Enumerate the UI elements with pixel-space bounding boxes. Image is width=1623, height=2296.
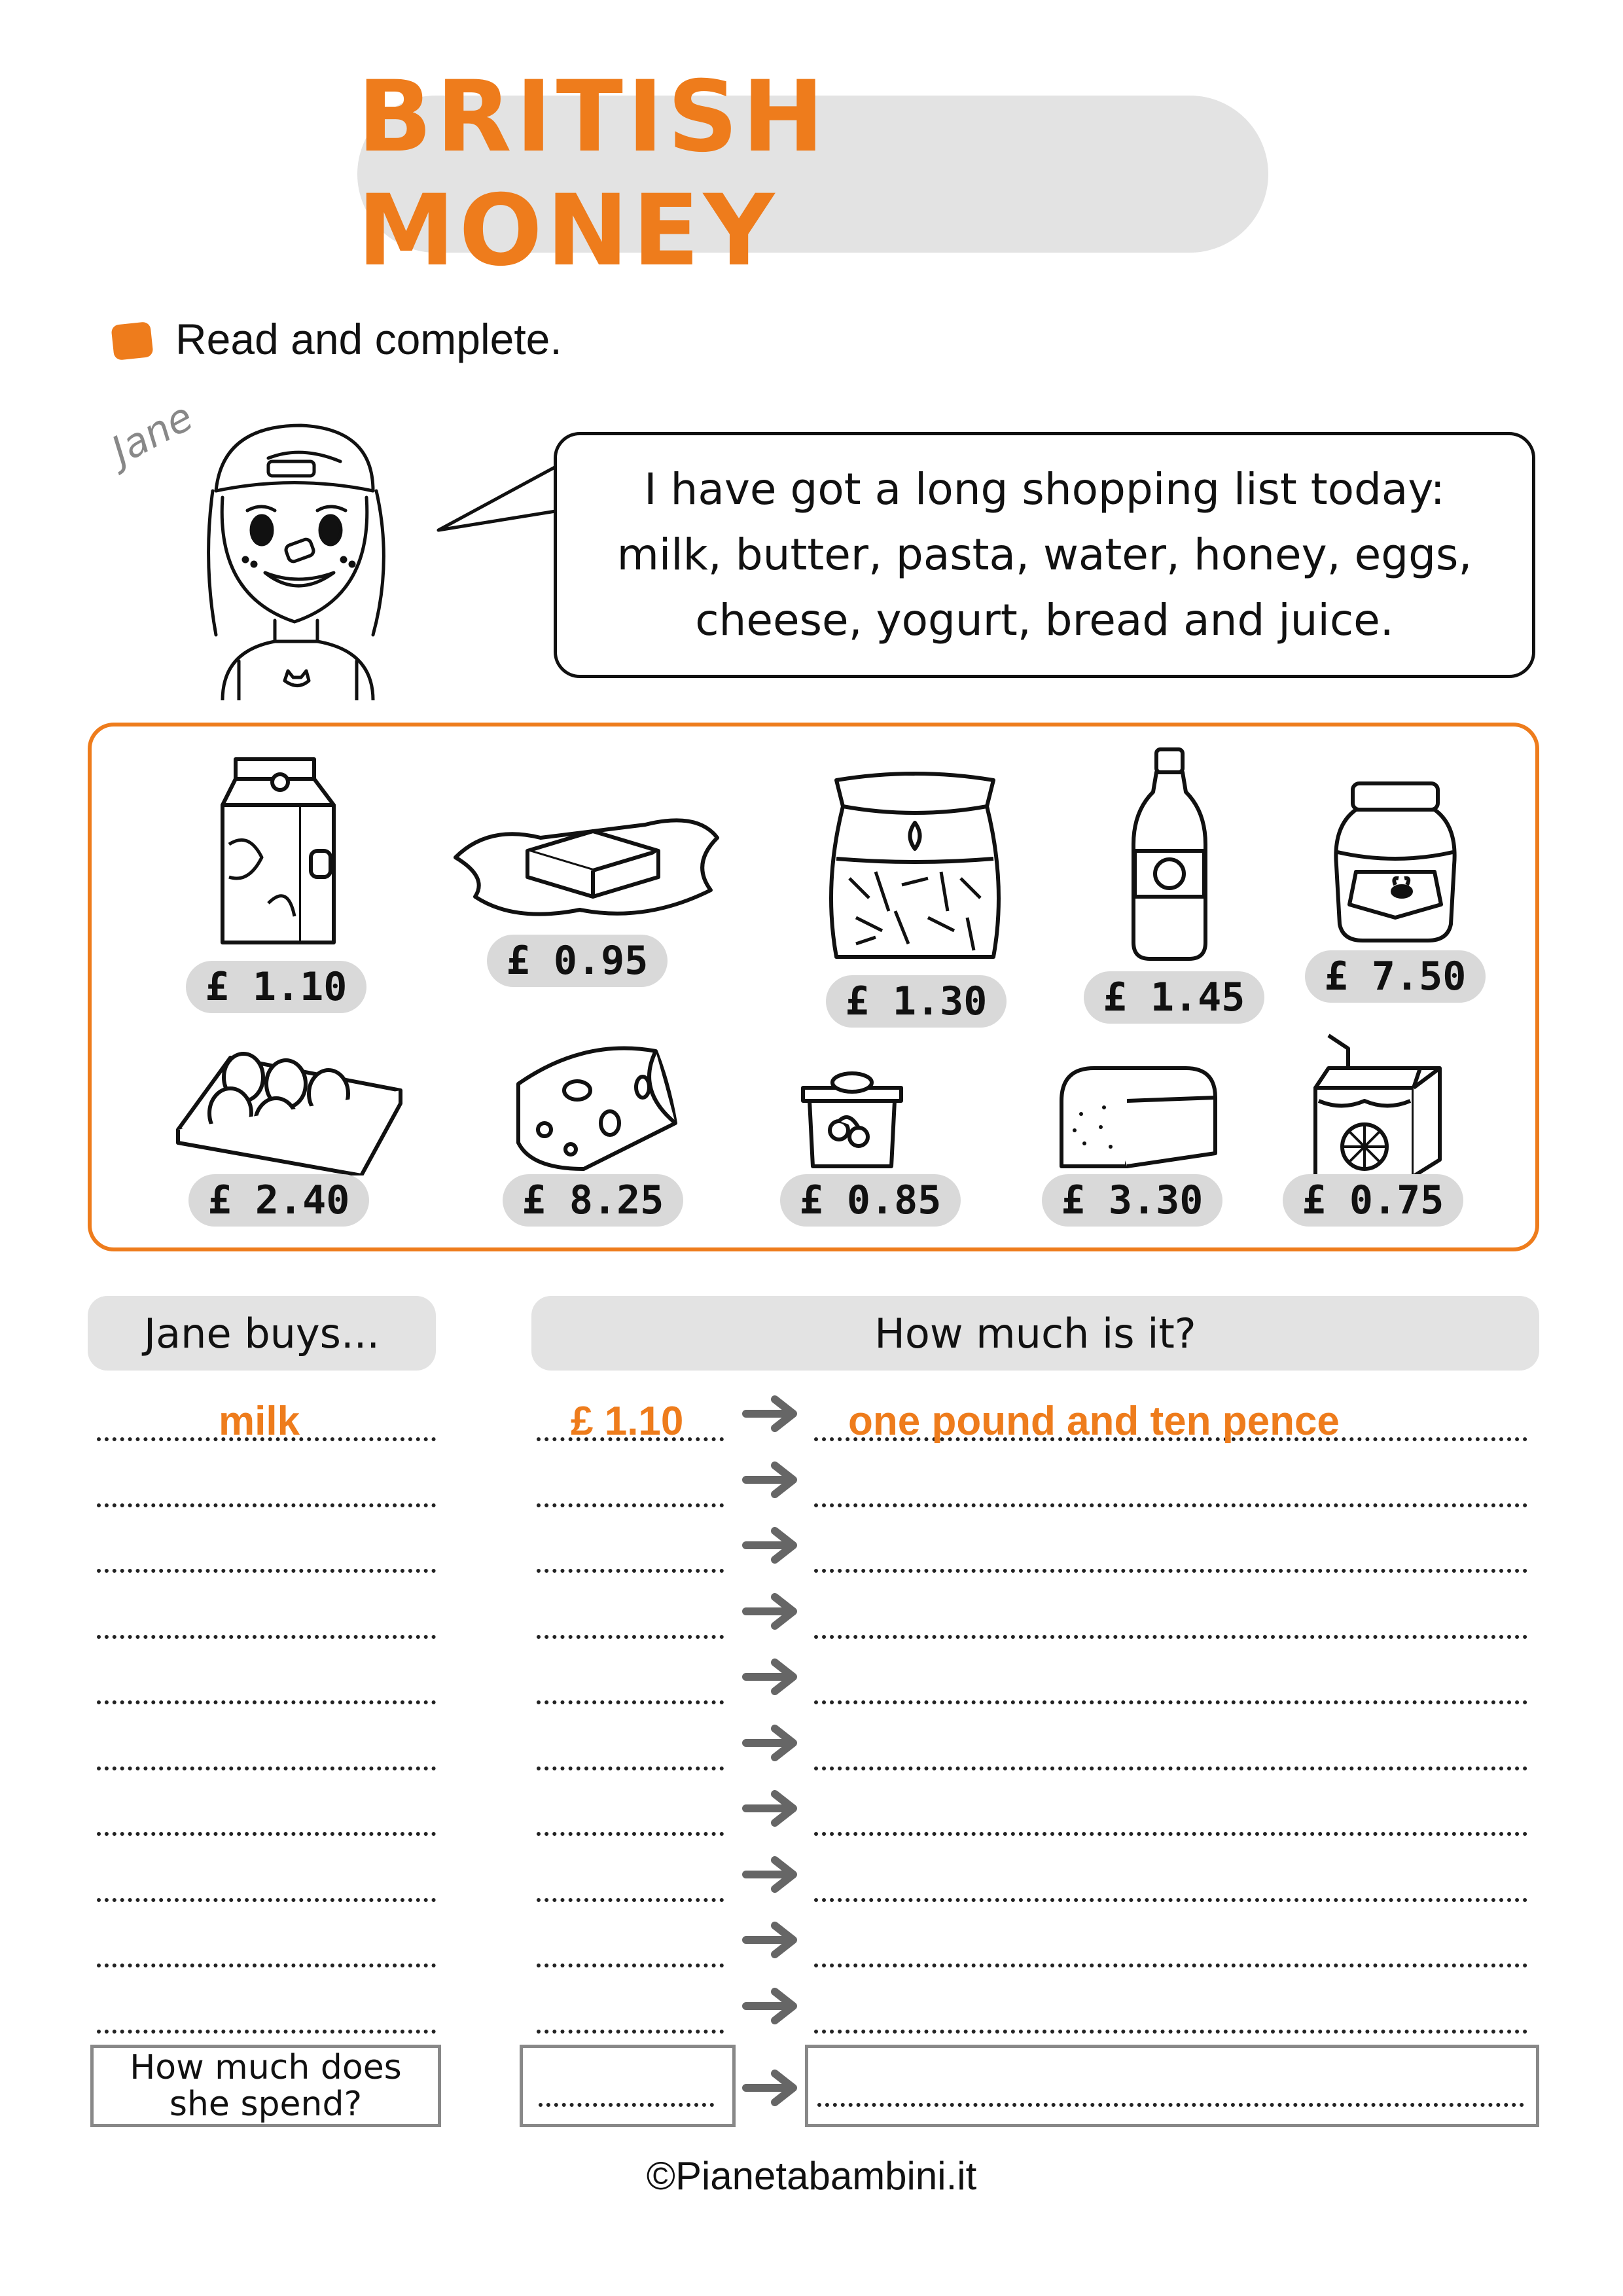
arrow-right-icon [742,1920,801,1960]
title-banner [357,60,1268,288]
speech-text: I have got a long shopping list today: milk, butter, pasta, water, honey, eggs, cheese, yogurt, bread and juice. [616,464,1472,645]
arrow-right-icon [742,1592,801,1631]
header-jane-buys: Jane buys... [88,1296,436,1371]
item-answer-line[interactable] [97,1635,436,1639]
price-tag: £ 1.10 [186,961,366,1013]
price-answer-line[interactable] [537,2030,724,2034]
yogurt-icon [800,1068,904,1173]
price-answer-line[interactable] [537,1898,724,1902]
arrow-right-icon [742,1789,801,1828]
words-answer-line[interactable] [814,1832,1527,1836]
bread-icon [1055,1055,1219,1173]
item-answer-line[interactable] [97,1832,436,1836]
instruction-text: Read and complete. [175,315,562,363]
example-words: one pound and ten pence [848,1399,1340,1444]
milk-carton-icon [209,753,347,949]
juice-box-icon [1302,1029,1453,1179]
price-tag: £ 1.45 [1084,971,1264,1024]
price-answer-line[interactable] [537,1569,724,1573]
item-answer-line[interactable] [97,1767,436,1770]
words-answer-line[interactable] [814,1700,1527,1704]
total-question: How much does she spend? [90,2045,441,2127]
item-answer-line[interactable] [97,1569,436,1573]
total-words-box[interactable] [805,2045,1539,2127]
price-tag: £ 0.85 [780,1174,961,1227]
item-answer-line[interactable] [97,2030,436,2034]
arrow-right-icon [742,1986,801,2026]
item-answer-line[interactable] [97,1898,436,1902]
item-answer-line[interactable] [97,1503,436,1507]
arrow-right-icon [742,1723,801,1763]
price-answer-line[interactable] [537,1635,724,1639]
character-name: Jane [104,393,201,475]
words-answer-line[interactable] [814,1503,1527,1507]
example-item: milk [219,1399,300,1444]
price-answer-line[interactable] [537,1700,724,1704]
price-tag: £ 0.95 [487,935,668,987]
price-tag: £ 3.30 [1042,1174,1222,1227]
egg-carton-icon [171,1038,407,1175]
instruction-bullet-icon [111,321,153,361]
price-answer-line[interactable] [537,1832,724,1836]
words-answer-line[interactable] [814,1569,1527,1573]
footer-copyright: ©Pianetabambini.it [646,2154,977,2198]
words-answer-line[interactable] [814,1898,1527,1902]
page-title: BRITISH MONEY [357,60,829,288]
words-answer-line[interactable] [814,1635,1527,1639]
arrow-right-icon [742,1394,801,1433]
arrow-right-icon [742,2068,801,2108]
arrow-right-icon [742,1657,801,1696]
arrow-right-icon [742,1855,801,1894]
example-price: £ 1.10 [571,1399,684,1444]
price-tag: £ 0.75 [1283,1174,1463,1227]
price-tag: £ 7.50 [1305,950,1486,1003]
price-answer-line[interactable] [537,1767,724,1770]
item-answer-line[interactable] [97,1964,436,1967]
item-answer-line[interactable] [97,1700,436,1704]
arrow-right-icon [742,1460,801,1499]
girl-character-icon [177,412,412,700]
total-price-box[interactable] [520,2045,736,2127]
honey-jar-icon [1330,780,1461,944]
words-answer-line[interactable] [814,1767,1527,1770]
arrow-right-icon [742,1526,801,1565]
header-how-much: How much is it? [531,1296,1539,1371]
speech-bubble-tail [432,445,563,537]
price-answer-line[interactable] [537,1503,724,1507]
water-bottle-icon [1127,746,1212,962]
words-answer-line[interactable] [814,1964,1527,1967]
pasta-bag-icon [817,767,1013,963]
cheese-icon [505,1045,682,1175]
price-tag: £ 1.30 [826,975,1007,1028]
speech-bubble [554,432,1535,678]
price-tag: £ 2.40 [188,1174,369,1227]
price-tag: £ 8.25 [503,1174,683,1227]
price-answer-line[interactable] [537,1964,724,1967]
butter-icon [449,798,724,929]
words-answer-line[interactable] [814,2030,1527,2034]
